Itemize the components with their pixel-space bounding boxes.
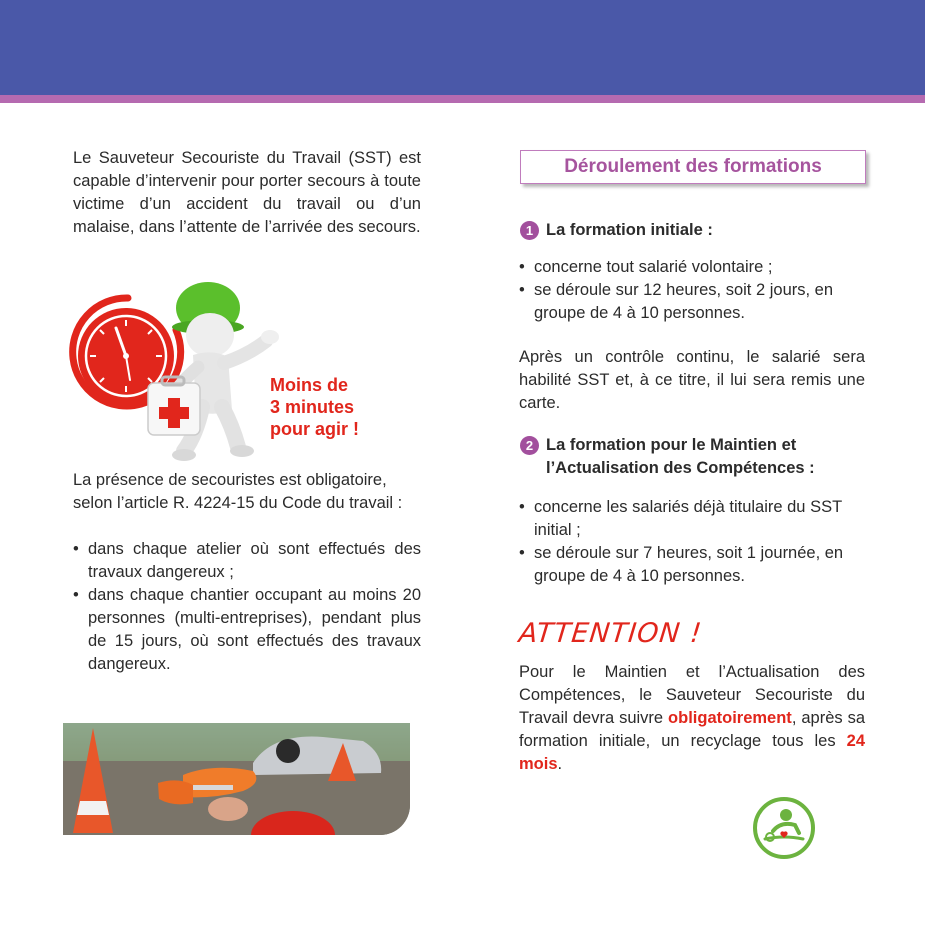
alert-line-1: Moins de	[270, 375, 349, 395]
final-text-3: .	[557, 755, 563, 773]
formation-initiale-list	[519, 256, 869, 325]
section-title: Déroulement des formations	[564, 156, 822, 177]
heading-line-1: La formation pour le Maintien et	[546, 436, 797, 454]
alert-line-2: 3 minutes	[270, 397, 355, 417]
formation-initiale-heading: La formation initiale :	[546, 221, 713, 239]
list-item: • dans chaque chantier occupant au moins 20 personnes (multi-entreprises), pendant plus de 15 jours, où sont effectués des travaux dangereux.	[73, 584, 421, 676]
carte-paragraph: Après un contrôle continu, le salarié sera habilité SST et, à ce titre, il lui sera remis une carte.	[519, 348, 865, 412]
alert-line-3: pour agir !	[270, 419, 359, 439]
list-item: • concerne tout salarié volontaire ;	[519, 256, 869, 279]
heading-line-2: l’Actualisation des Compétences :	[546, 459, 815, 477]
final-text-1: Pour le Maintien et l’Actualisation des Compétences, le Sauveteur Secouriste du Travail devra suivre	[519, 663, 865, 727]
header-band	[0, 0, 925, 95]
attention-heading: ATTENTION !	[517, 618, 704, 649]
accident-scene-photo	[63, 723, 410, 835]
emphasis-obligatoirement: obligatoirement	[668, 709, 792, 727]
section-title-box	[520, 150, 866, 184]
formation-mac-heading	[546, 434, 876, 480]
alert-text	[270, 374, 430, 440]
obligation-list	[73, 538, 421, 676]
list-item: • se déroule sur 12 heures, soit 2 jours, en groupe de 4 à 10 personnes.	[519, 279, 869, 325]
emphasis-24-mois: 24 mois	[519, 732, 865, 773]
formation-mac-list	[519, 496, 869, 588]
number-badge-2: 2	[520, 436, 539, 455]
number-badge-1: 1	[520, 221, 539, 240]
recyclage-paragraph	[519, 661, 865, 776]
header-stripe	[0, 95, 925, 103]
presence-paragraph: La présence de secouristes est obligatoire, selon l’article R. 4224-15 du Code du travail :	[73, 471, 403, 512]
list-item: • dans chaque atelier où sont effectués des travaux dangereux ;	[73, 538, 421, 584]
intro-paragraph: Le Sauveteur Secouriste du Travail (SST) est capable d’intervenir pour porter secours à toute victime d’un accident du travail ou d’un malaise, dans l’attente de l’arrivée des secours.	[73, 149, 421, 236]
list-item: • se déroule sur 7 heures, soit 1 journée, en groupe de 4 à 10 personnes.	[519, 542, 869, 588]
final-text-2: , après sa formation initiale, un recyclage tous les	[519, 709, 865, 750]
sst-logo-icon	[751, 795, 817, 861]
list-item: • concerne les salariés déjà titulaire du SST initial ;	[519, 496, 869, 542]
